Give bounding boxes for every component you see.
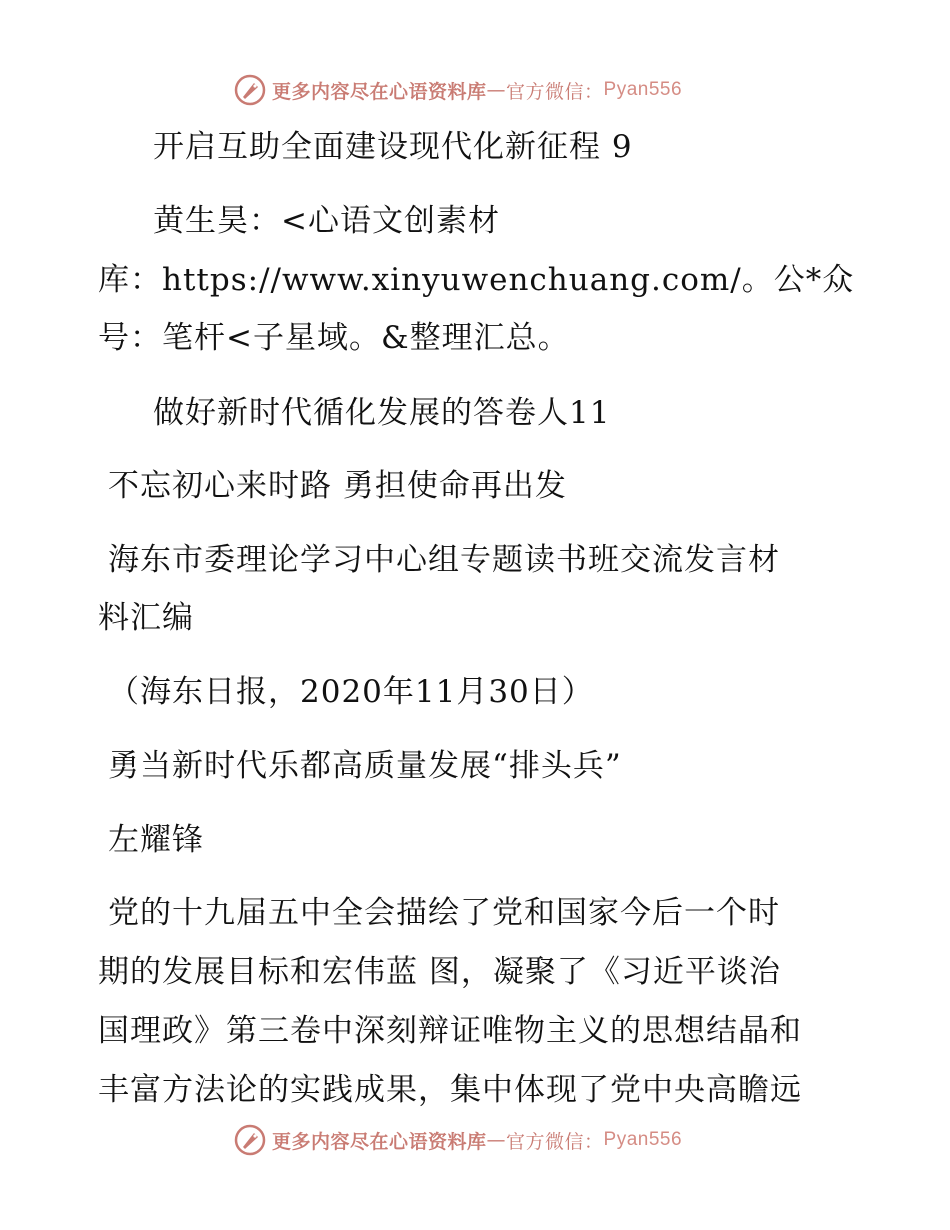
article-title: 勇当新时代乐都高质量发展“排头兵”	[108, 748, 622, 784]
watermark-separator: —	[486, 79, 507, 101]
watermark-brand-text: 更多内容尽在心语资料库	[272, 1130, 487, 1153]
pen-nib-logo-icon	[234, 1124, 266, 1156]
body-line-3: 国理政》第三卷中深刻辩证唯物主义的思想结晶和	[98, 1013, 802, 1049]
watermark-wechat-label: 官方微信：	[506, 80, 604, 103]
toc-line-2: 黄生昊：<心语文创素材	[153, 203, 500, 239]
toc-line-4: 号：笔杆<子星域。&整理汇总。	[98, 320, 570, 356]
watermark-brand-text: 更多内容尽在心语资料库	[272, 80, 487, 103]
subheading-line-2: 料汇编	[98, 600, 194, 636]
watermark-banner-top	[234, 73, 682, 107]
toc-line-3: 库：https://www.xinyuwenchuang.com/。公*众	[98, 262, 855, 298]
subheading-line-1: 海东市委理论学习中心组专题读书班交流发言材	[108, 542, 780, 578]
watermark-banner-bottom	[234, 1123, 682, 1157]
article-author: 左耀锋	[108, 822, 204, 858]
heading-line: 不忘初心来时路 勇担使命再出发	[108, 468, 567, 504]
body-line-4: 丰富方法论的实践成果，集中体现了党中央高瞻远	[98, 1072, 802, 1108]
body-line-2: 期的发展目标和宏伟蓝 图，凝聚了《习近平谈治	[98, 954, 781, 990]
toc-line-1: 开启互助全面建设现代化新征程 9	[153, 129, 633, 165]
watermark-wechat-label: 官方微信：	[506, 1130, 604, 1153]
watermark-wechat-id: Pyan556	[603, 1129, 683, 1150]
pen-nib-logo-icon	[234, 74, 266, 106]
body-line-1: 党的十九届五中全会描绘了党和国家今后一个时	[108, 895, 780, 931]
toc-line-5: 做好新时代循化发展的答卷人11	[153, 395, 611, 431]
watermark-wechat-id: Pyan556	[603, 79, 683, 100]
source-date-line: （海东日报，2020年11月30日）	[108, 674, 594, 710]
watermark-separator: —	[486, 1129, 507, 1151]
